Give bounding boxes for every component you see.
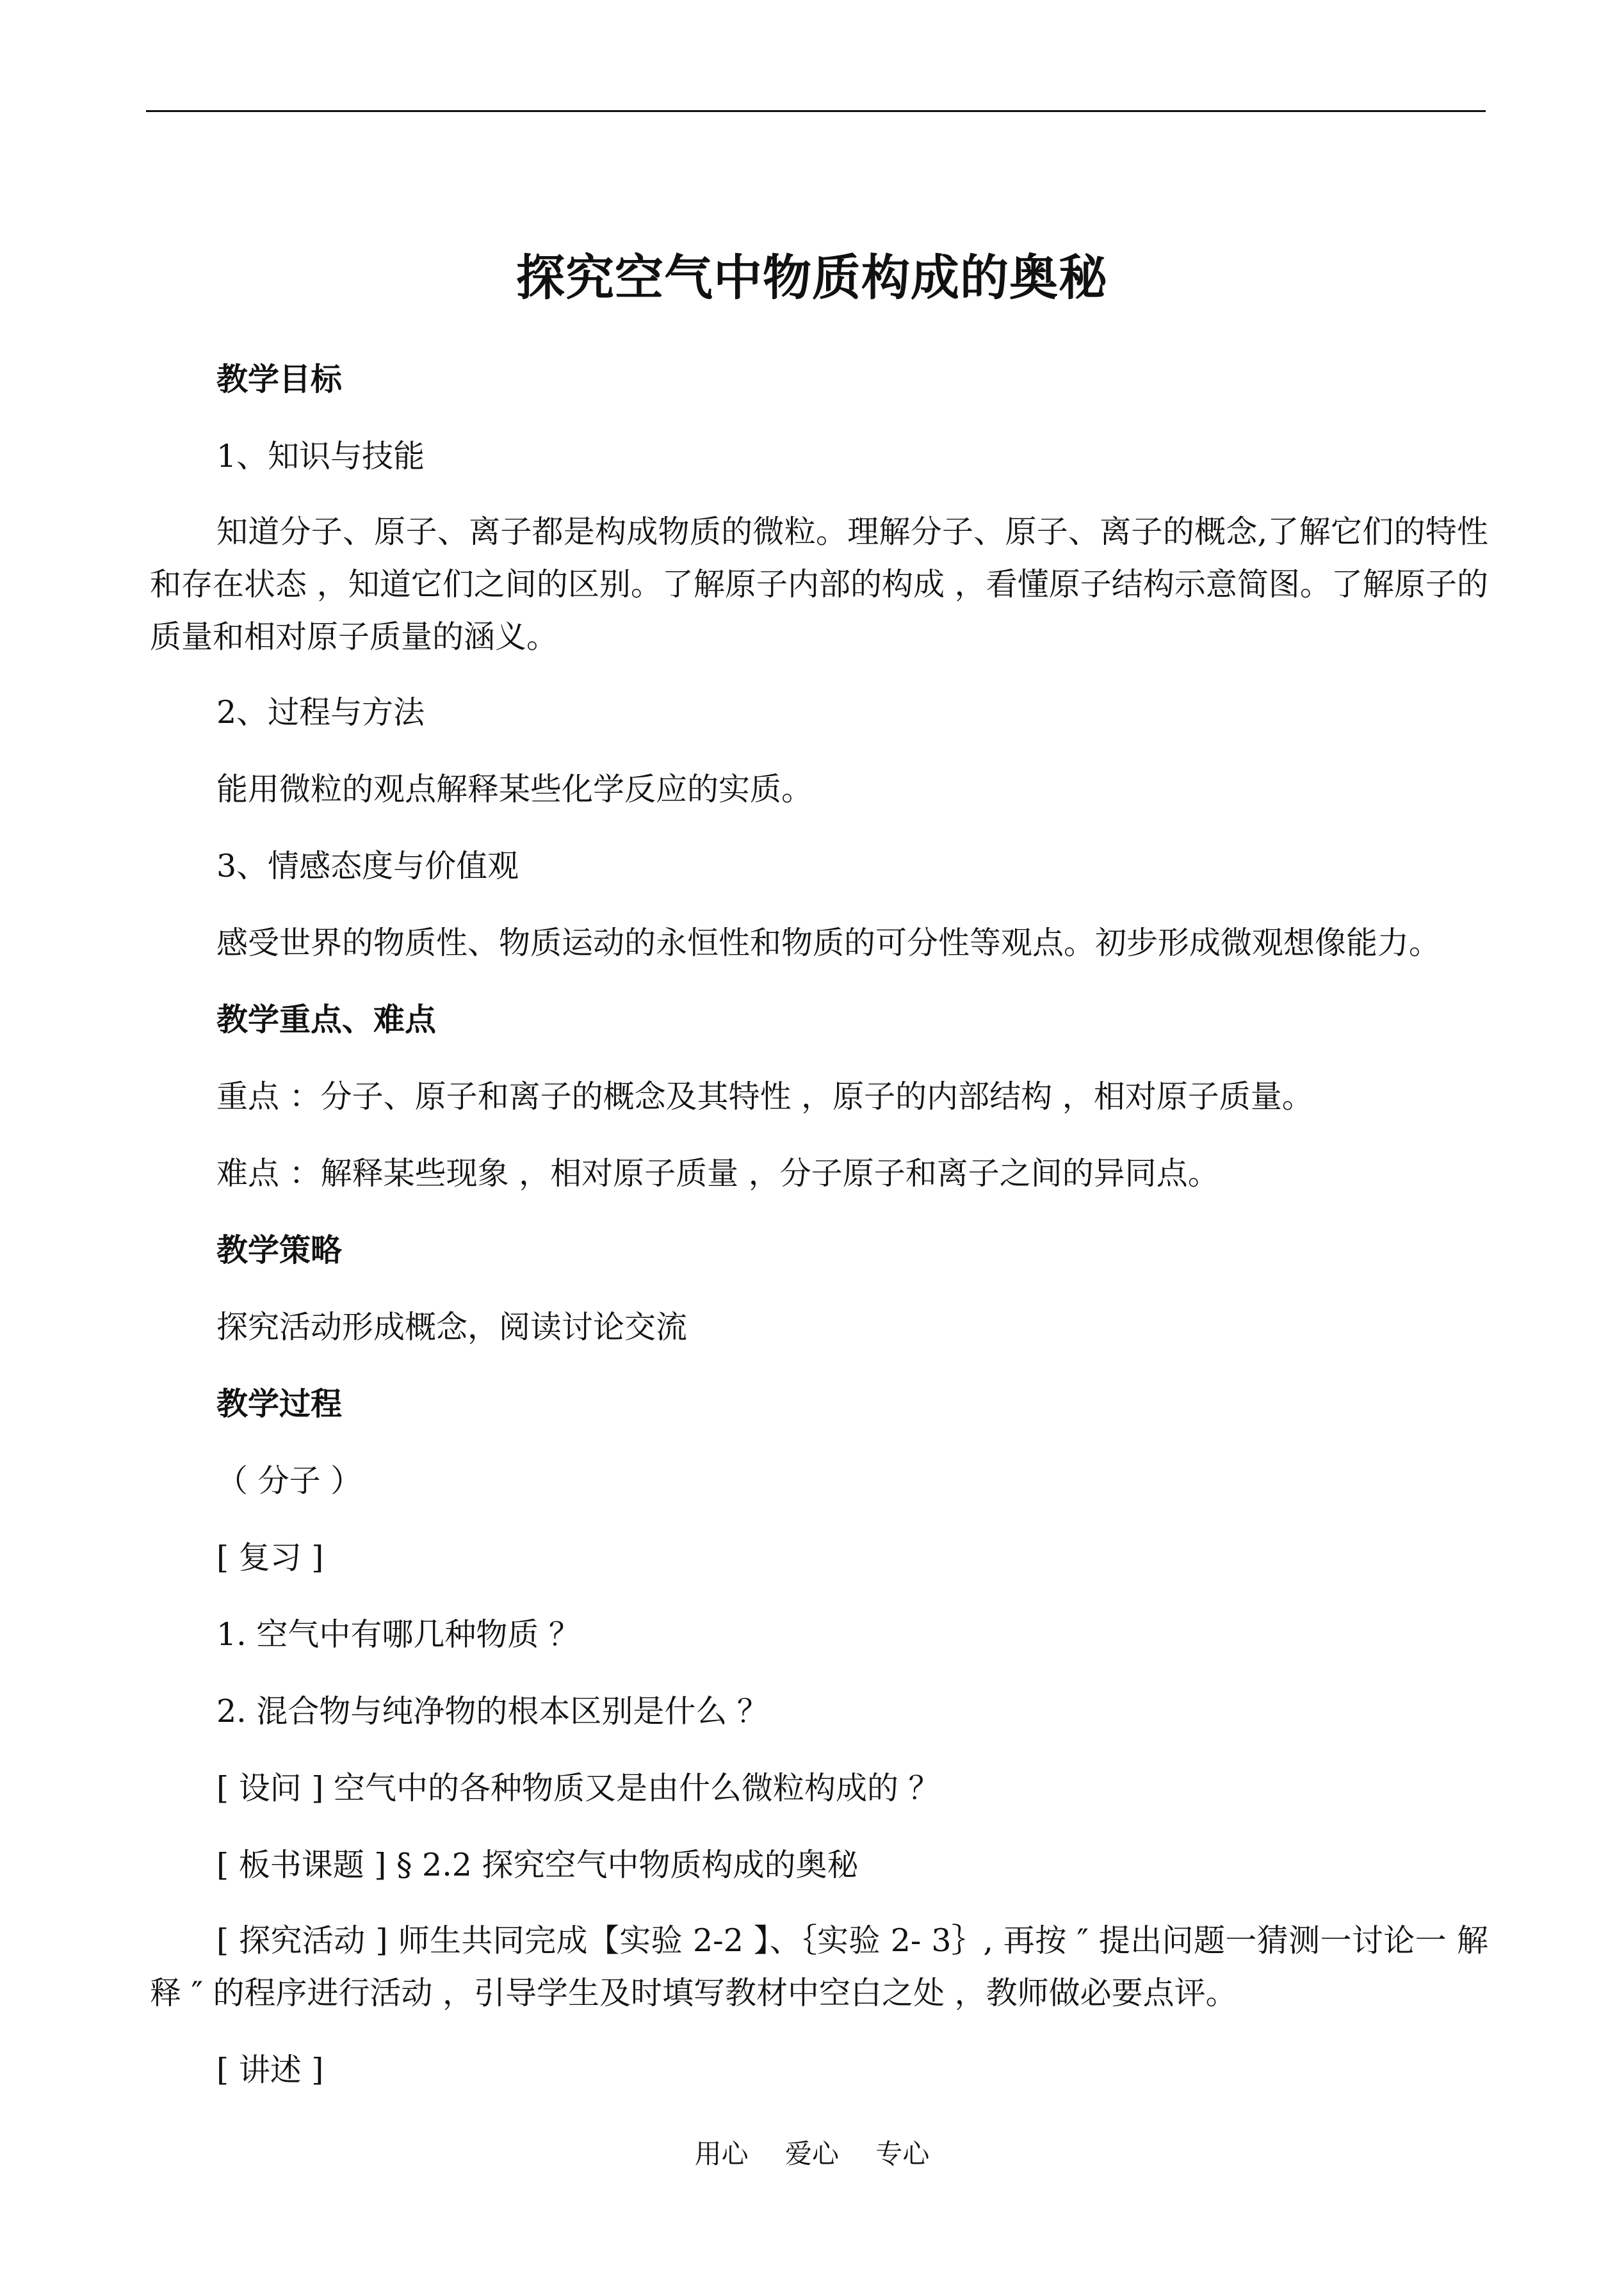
molecule-label: （ 分子 ） [216,1463,362,1499]
narrate-label: [ 讲述 ] [216,2052,324,2088]
paragraph-knowledge-skills: 知道分子、原子、离子都是构成物质的微粒。理解分子、原子、离子的概念,了解它们的特性和存在状态 ，知道它们之间的区别。了解原子内部的构成 ，看懂原子结构示意简图。了解原子的质量和相对原子质量的涵义。 [150,514,1488,655]
footer-item: 用心 [694,2138,749,2169]
subheading-knowledge-skills: 1、知识与技能 [216,438,425,474]
review-question-2: 2. 混合物与纯净物的根本区别是什么 ？ [216,1693,768,1730]
section-heading-key-points: 教学重点、难点 [216,1002,437,1038]
section-heading-strategy: 教学策略 [216,1232,343,1269]
paragraph-emotion-values: 感受世界的物质性、物质运动的永恒性和物质的可分性等观点。初步形成微观想像能力。 [216,925,1441,961]
review-question-1: 1. 空气中有哪几种物质 ？ [216,1616,580,1653]
activity-paragraph: [ 探究活动 ] 师生共同完成【实验 2-2 】、｛实验 2- 3｝, 再按 ″ 提出问题一猜测一讨论一 解释 ″ 的程序进行活动 ，引导学生及时填写教材中空白之处 ，教师做必要点评。 [150,1922,1488,2011]
page-footer [0,2135,1624,2173]
ask-line: [ 设问 ] 空气中的各种物质又是由什么微粒构成的 ？ [216,1770,940,1806]
difficult-points-text: 难点 ：解释某些现象 ，相对原子质量 ，分子原子和离子之间的异同点。 [216,1155,1219,1192]
section-heading-process: 教学过程 [216,1386,343,1422]
page-title: 探究空气中物质构成的奥秘 [516,249,1108,306]
header-rule [146,110,1486,112]
review-label: [ 复习 ] [216,1539,324,1576]
paragraph-process-method: 能用微粒的观点解释某些化学反应的实质。 [216,771,813,807]
board-title-line: [ 板书课题 ] § 2.2 探究空气中物质构成的奥秘 [216,1847,859,1883]
subheading-process-method: 2、过程与方法 [216,694,425,731]
section-heading-goals: 教学目标 [216,361,343,398]
subheading-emotion-values: 3、情感态度与价值观 [216,848,519,884]
footer-item: 专心 [875,2138,930,2169]
key-points-text: 重点 ：分子、原子和离子的概念及其特性 ，原子的内部结构 ，相对原子质量。 [216,1078,1313,1115]
strategy-text: 探究活动形成概念，阅读讨论交流 [216,1309,688,1345]
footer-item: 爱心 [784,2138,839,2169]
